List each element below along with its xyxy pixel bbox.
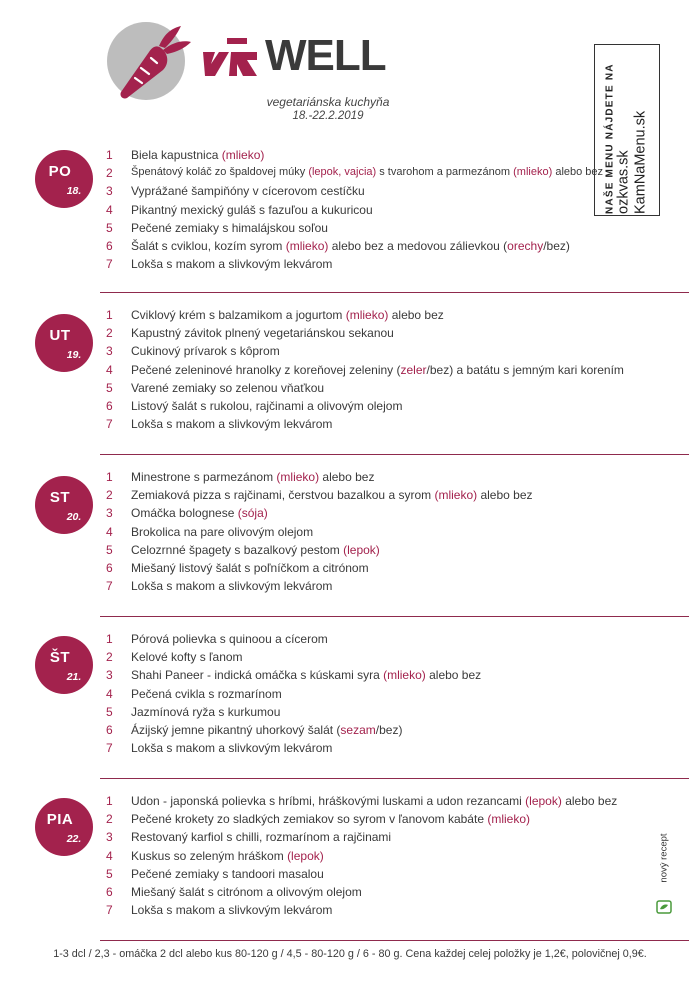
allergen-tag: (mlieko) bbox=[487, 812, 530, 827]
menu-item bbox=[0, 903, 700, 921]
menu-item bbox=[0, 381, 700, 399]
item-text-part: Vyprážané šampiňóny v cícerovom cestíčku bbox=[131, 184, 365, 199]
item-text bbox=[131, 470, 374, 484]
menu-item bbox=[0, 308, 700, 326]
item-text bbox=[131, 723, 402, 737]
item-text-part: Shahi Paneer - indická omáčka s kúskami syra bbox=[131, 668, 384, 683]
menu-item bbox=[0, 148, 700, 166]
menu-item bbox=[0, 561, 700, 579]
item-number: 6 bbox=[106, 723, 113, 737]
allergen-tag: (lepok) bbox=[343, 542, 380, 557]
item-text-part: Lokša s makom a slivkovým lekvárom bbox=[131, 741, 333, 756]
item-text-part: alebo bez bbox=[388, 308, 444, 322]
item-number: 7 bbox=[106, 417, 113, 432]
menu-item bbox=[0, 203, 700, 221]
item-text-part: Pečené zeleninové hranolky z koreňovej zeleniny ( bbox=[131, 362, 401, 377]
menu-item bbox=[0, 184, 700, 202]
item-number: 7 bbox=[106, 903, 113, 918]
item-text bbox=[131, 184, 365, 198]
item-text bbox=[131, 705, 280, 719]
menu-item bbox=[0, 668, 700, 686]
item-number: 5 bbox=[106, 380, 113, 395]
item-text-part: Lokša s makom a slivkovým lekvárom bbox=[131, 417, 333, 432]
item-text-part: Cviklový krém s balzamikom a jogurtom bbox=[131, 308, 346, 322]
day-date: 19. bbox=[66, 349, 82, 361]
item-text-part: /bez) bbox=[543, 239, 570, 253]
item-number: 2 bbox=[106, 812, 113, 827]
day-date: 21. bbox=[66, 671, 82, 683]
item-text-part: Pečené krokety zo sladkých zemiakov so syrom v ľanovom kabáte bbox=[131, 812, 488, 827]
item-number: 6 bbox=[106, 561, 113, 575]
item-text bbox=[131, 363, 624, 377]
item-text bbox=[131, 506, 268, 520]
item-text bbox=[131, 239, 570, 253]
section-divider bbox=[100, 616, 689, 617]
item-text bbox=[131, 344, 280, 358]
item-text bbox=[131, 203, 373, 217]
item-number: 4 bbox=[106, 362, 113, 377]
menu-item bbox=[0, 650, 700, 668]
item-text bbox=[131, 812, 530, 826]
section-divider bbox=[100, 454, 689, 455]
item-text-part: alebo bez bbox=[319, 470, 375, 484]
item-text-part: Kelové kofty s ľanom bbox=[131, 650, 243, 665]
side-heading: NAŠE MENU NÁJDETE NA bbox=[604, 63, 616, 214]
menu-item bbox=[0, 488, 700, 506]
new-recipe-legend bbox=[654, 828, 674, 918]
allergen-tag: (lepok) bbox=[287, 848, 324, 863]
menu-item bbox=[0, 885, 700, 903]
item-number: 4 bbox=[106, 202, 113, 217]
menu-item bbox=[0, 723, 700, 741]
site-link-kamnamenu[interactable]: KamNaMenu.sk bbox=[632, 110, 649, 214]
item-text-part: Pečená cvikla s rozmarínom bbox=[131, 686, 282, 701]
item-text-part: s tvarohom a parmezánom bbox=[376, 166, 514, 179]
item-number: 1 bbox=[106, 308, 113, 322]
item-number: 2 bbox=[106, 326, 113, 341]
item-text bbox=[131, 687, 282, 701]
item-text-part: Lokša s makom a slivkovým lekvárom bbox=[131, 257, 333, 272]
item-text-part: Pórová polievka s quinoou a cícerom bbox=[131, 632, 328, 646]
day-name: PO bbox=[48, 163, 72, 180]
day-name: PIA bbox=[46, 811, 74, 828]
item-text bbox=[131, 381, 324, 395]
menu-item bbox=[0, 687, 700, 705]
item-text bbox=[131, 741, 332, 755]
item-text-part: Špenátový koláč zo špaldovej múky bbox=[131, 166, 309, 179]
day-name: UT bbox=[49, 327, 71, 344]
item-text-part: /bez) bbox=[375, 723, 403, 737]
item-number: 2 bbox=[106, 650, 113, 665]
item-number: 6 bbox=[106, 239, 113, 253]
item-number: 5 bbox=[106, 542, 113, 557]
menu-item bbox=[0, 239, 700, 257]
item-text-part: Udon - japonská polievka s hríbmi, hráškovými luskami a udon rezancami bbox=[131, 794, 526, 808]
item-text bbox=[131, 543, 380, 557]
menu-item bbox=[0, 867, 700, 885]
item-number: 7 bbox=[106, 579, 113, 594]
item-number: 4 bbox=[106, 686, 113, 701]
item-text bbox=[131, 830, 391, 844]
item-text-part: Pikantný mexický guláš s fazuľou a kukuricou bbox=[131, 202, 373, 217]
item-number: 1 bbox=[106, 470, 113, 484]
item-text-part: alebo bez bbox=[425, 668, 482, 683]
day-name: ST bbox=[49, 489, 71, 506]
menu-item bbox=[0, 741, 700, 759]
item-text-part: Kapustný závitok plnený vegetariánskou sekanou bbox=[131, 326, 394, 341]
item-text-part: Ázijský jemne pikantný uhorkový šalát ( bbox=[131, 723, 341, 737]
allergen-tag: (mlieko) bbox=[345, 308, 389, 322]
item-text-part: Omáčka bolognese bbox=[131, 506, 238, 521]
item-number: 4 bbox=[106, 848, 113, 863]
menu-item bbox=[0, 166, 700, 184]
menu-item bbox=[0, 417, 700, 435]
menu-item bbox=[0, 326, 700, 344]
allergen-tag: zeler bbox=[400, 362, 427, 377]
allergen-tag: (mlieko) bbox=[434, 488, 478, 503]
item-text-part: Listový šalát s rukolou, rajčinami a olivovým olejom bbox=[131, 399, 403, 413]
item-text bbox=[131, 417, 332, 431]
item-text-part: Lokša s makom a slivkovým lekvárom bbox=[131, 579, 333, 594]
day-name: ŠT bbox=[49, 649, 71, 666]
item-text-part: /bez) a batátu s jemným kari korením bbox=[426, 362, 624, 377]
item-number: 6 bbox=[106, 885, 113, 899]
portion-and-price-note: 1-3 dcl / 2,3 - omáčka 2 dcl alebo kus 80-120 g / 4,5 - 80-120 g / 6 - 80 g. Cena každej celej položky je 1,2€, polovičnej 0,9€. bbox=[53, 948, 647, 960]
allergen-tag: (mlieko) bbox=[221, 148, 265, 162]
brand-word: WELL bbox=[265, 31, 386, 80]
item-number: 3 bbox=[106, 344, 113, 359]
item-number: 5 bbox=[106, 704, 113, 719]
item-text-part: Jazmínová ryža s kurkumou bbox=[131, 704, 281, 719]
new-recipe-label: nový recept bbox=[658, 833, 670, 883]
item-text-part: Pečené zemiaky s himalájskou soľou bbox=[131, 220, 328, 235]
item-text bbox=[131, 525, 313, 539]
item-text bbox=[131, 885, 362, 899]
item-text-part: alebo bez bbox=[552, 166, 604, 179]
item-text-part: Miešaný šalát s citrónom a olivovým olejom bbox=[131, 885, 362, 899]
item-text bbox=[131, 561, 369, 575]
item-text bbox=[131, 794, 617, 808]
item-text-part: Lokša s makom a slivkovým lekvárom bbox=[131, 903, 333, 918]
item-number: 5 bbox=[106, 866, 113, 881]
item-number: 1 bbox=[106, 794, 113, 808]
item-text bbox=[131, 632, 328, 646]
item-number: 7 bbox=[106, 741, 113, 756]
item-number: 1 bbox=[106, 148, 113, 162]
item-text-part: Brokolica na pare olivovým olejom bbox=[131, 524, 314, 539]
item-text-part: Zemiaková pizza s rajčinami, čerstvou bazalkou a syrom bbox=[131, 488, 435, 503]
item-text bbox=[131, 166, 603, 178]
allergen-tag: (mlieko) bbox=[383, 668, 426, 683]
item-text-part: alebo bez bbox=[477, 488, 533, 503]
item-text-part: alebo bez bbox=[561, 794, 618, 808]
item-text-part: Šalát s cviklou, kozím syrom bbox=[131, 239, 286, 253]
item-number: 3 bbox=[106, 506, 113, 521]
item-text-part: Celozrnné špagety s bazalkový pestom bbox=[131, 542, 344, 557]
menu-item bbox=[0, 363, 700, 381]
item-text-part: Kuskus so zeleným hráškom bbox=[131, 848, 288, 863]
item-text bbox=[131, 308, 444, 322]
menu-item bbox=[0, 579, 700, 597]
menu-item bbox=[0, 705, 700, 723]
item-number: 7 bbox=[106, 257, 113, 272]
item-text-part: Minestrone s parmezánom bbox=[131, 470, 277, 484]
allergen-tag: (sója) bbox=[237, 506, 268, 521]
item-text bbox=[131, 148, 264, 162]
item-text bbox=[131, 221, 328, 235]
menu-item bbox=[0, 399, 700, 417]
allergen-tag: (mlieko) bbox=[285, 239, 329, 253]
allergen-tag: sezam bbox=[340, 723, 376, 737]
day-date: 18. bbox=[66, 185, 82, 197]
allergen-tag: orechy bbox=[507, 239, 544, 253]
menu-item bbox=[0, 849, 700, 867]
menu-item bbox=[0, 812, 700, 830]
menu-item bbox=[0, 470, 700, 488]
section-divider bbox=[100, 778, 689, 779]
item-text-part: Restovaný karfiol s chilli, rozmarínom a rajčinami bbox=[131, 830, 392, 845]
menu-item bbox=[0, 794, 700, 812]
day-date: 20. bbox=[66, 511, 82, 523]
section-divider bbox=[100, 940, 689, 941]
carrot-logo-icon bbox=[107, 22, 185, 100]
item-text bbox=[131, 849, 324, 863]
menu-item bbox=[0, 506, 700, 524]
menu-item bbox=[0, 221, 700, 239]
new-recipe-icon bbox=[656, 900, 672, 914]
item-number: 3 bbox=[106, 184, 113, 199]
menu-item bbox=[0, 830, 700, 848]
item-text bbox=[131, 488, 533, 502]
item-text-part: Cukinový prívarok s kôprom bbox=[131, 344, 280, 359]
allergen-tag: (lepok) bbox=[525, 794, 562, 808]
menu-item bbox=[0, 543, 700, 561]
menu-item bbox=[0, 344, 700, 362]
menu-item bbox=[0, 525, 700, 543]
brand-mark-icon bbox=[201, 30, 263, 82]
item-text-part: alebo bez a medovou zálievkou ( bbox=[328, 239, 508, 253]
item-number: 2 bbox=[106, 488, 113, 503]
section-divider bbox=[100, 292, 689, 293]
item-number: 6 bbox=[106, 399, 113, 413]
item-text-part: Pečené zemiaky s tandoori masalou bbox=[131, 866, 324, 881]
item-text bbox=[131, 867, 324, 881]
item-text bbox=[131, 579, 332, 593]
item-text bbox=[131, 650, 243, 664]
item-number: 1 bbox=[106, 632, 113, 646]
menu-item bbox=[0, 632, 700, 650]
item-text-part: Varené zemiaky so zelenou vňaťkou bbox=[131, 380, 325, 395]
item-text bbox=[131, 399, 402, 413]
item-number: 3 bbox=[106, 830, 113, 845]
item-text-part: Miešaný listový šalát s poľníčkom a citrónom bbox=[131, 561, 369, 575]
item-text bbox=[131, 668, 481, 682]
item-text bbox=[131, 326, 394, 340]
brand bbox=[201, 30, 386, 82]
menu-dates: 18.-22.2.2019 bbox=[292, 110, 364, 122]
subtitle: vegetariánska kuchyňa bbox=[266, 95, 390, 109]
day-date: 22. bbox=[66, 833, 82, 845]
item-number: 4 bbox=[106, 524, 113, 539]
item-number: 5 bbox=[106, 220, 113, 235]
site-link-ozkvas[interactable]: ozkvas.sk bbox=[615, 150, 632, 214]
menu-item bbox=[0, 257, 700, 275]
item-text-part: Biela kapustnica bbox=[131, 148, 222, 162]
item-text bbox=[131, 903, 332, 917]
item-number: 3 bbox=[106, 668, 113, 683]
item-number: 2 bbox=[106, 166, 113, 181]
item-text bbox=[131, 257, 332, 271]
allergen-tag: (lepok, vajcia) bbox=[308, 166, 377, 179]
allergen-tag: (mlieko) bbox=[513, 166, 553, 179]
allergen-tag: (mlieko) bbox=[276, 470, 320, 484]
